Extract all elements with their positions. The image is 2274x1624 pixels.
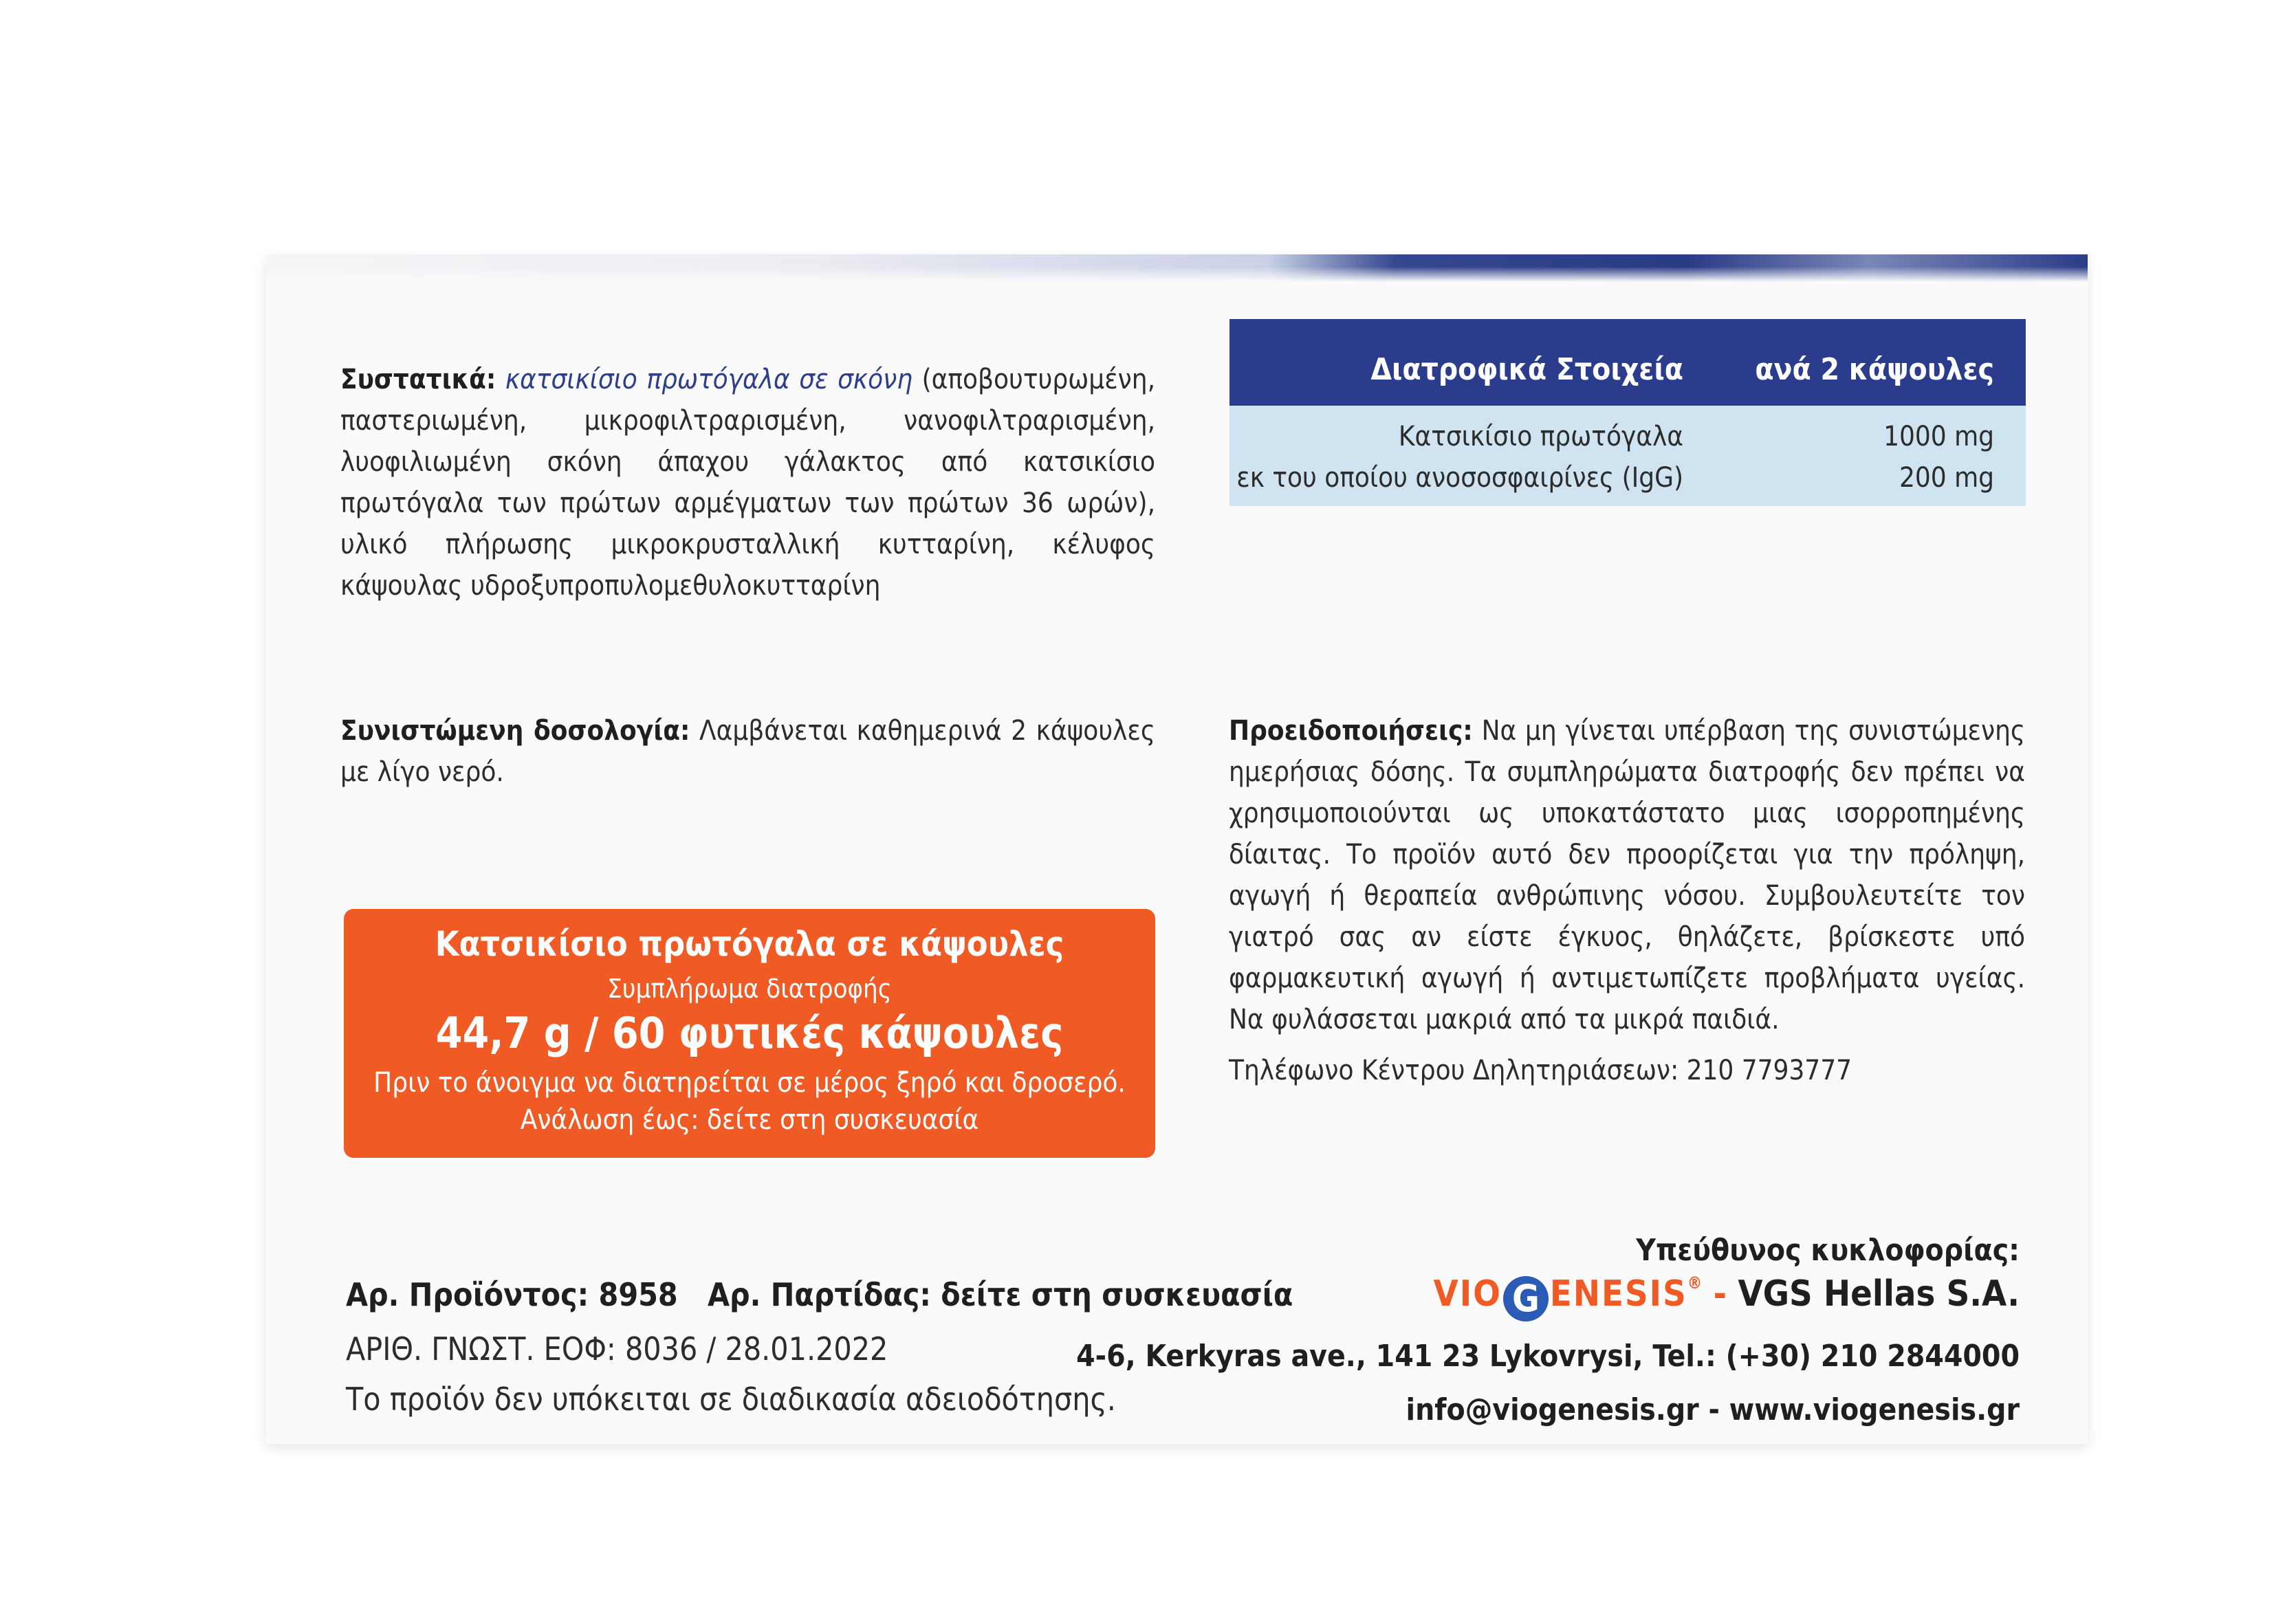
dosage-label: Συνιστώμενη δοσολογία: <box>340 715 690 747</box>
brand-logo-row <box>1434 1273 2020 1321</box>
product-number: Αρ. Προϊόντος: 8958 <box>346 1276 678 1313</box>
eof-number: ΑΡΙΘ. ΓΝΩΣΤ. ΕΟΦ: 8036 / 28.01.2022 <box>346 1330 888 1368</box>
ingredients-text <box>340 359 1155 606</box>
company-web: info@viogenesis.gr - www.viogenesis.gr <box>1406 1392 2020 1427</box>
warnings-body: Να μη γίνεται υπέρβαση της συνιστώμενης ημερήσιας δόσης. Τα συμπληρώματα διατροφής δεν πρέπει να χρησιμοποιούνται ως υποκατάστατο μιας ισορροπημένης δίαιτας. Το προϊόν αυτό δεν προορίζεται για την πρόληψη, αγωγή ή θεραπεία ανθρώπινης νόσου. Συμβουλευτείτε τον γιατρό σας αν είστε έγκυος, θηλάζετε, βρίσκεστε υπό φαρμακευτική αγωγή ή αντιμετωπίζετε προβλήματα υγείας. Να φυλάσσεται μακριά από τα μικρά παιδιά. <box>1229 715 2025 1035</box>
nutrition-header <box>1229 319 2026 406</box>
nutrition-row-name: εκ του οποίου ανοσοσφαιρίνες (IgG) <box>1236 462 1683 494</box>
poison-center-phone: Τηλέφωνο Κέντρου Δηλητηριάσεων: 210 7793777 <box>1229 1055 1852 1086</box>
ingredients-body: (αποβουτυρωμένη, παστεριωμένη, μικροφιλτραρισμένη, νανοφιλτραρισμένη, λυοφιλιωμένη σκόνη άπαχου γάλακτος από κατσικίσιο πρωτόγαλα των πρώτων αρμέγματων των πρώτων 36 ωρών), υλικό πλήρωσης μικροκρυσταλλική κυτταρίνη, κέλυφος κάψουλας υδροξυπροπυλομεθυλοκυτταρίνη <box>340 364 1155 602</box>
ingredients-label: Συστατικά: <box>340 364 496 395</box>
nutrition-table <box>1229 319 2026 506</box>
batch-number: Αρ. Παρτίδας: δείτε στη συσκευασία <box>707 1276 1293 1313</box>
product-title: Κατσικίσιο πρωτόγαλα σε κάψουλες <box>435 924 1064 964</box>
logo-vio: VIO <box>1433 1273 1502 1315</box>
product-summary-box <box>344 909 1155 1158</box>
storage-note: Πριν το άνοιγμα να διατηρείται σε μέρος ξηρό και δροσερό. <box>373 1067 1126 1099</box>
product-quantity: 44,7 g / 60 φυτικές κάψουλες <box>435 1008 1064 1058</box>
product-number-line <box>346 1276 1293 1313</box>
logo-g-circle: G <box>1503 1276 1549 1321</box>
warnings-label: Προειδοποιήσεις: <box>1229 715 1473 747</box>
nutrition-body <box>1229 406 2026 506</box>
dosage-text <box>340 710 1155 793</box>
top-decorative-strip <box>266 254 2088 282</box>
nutrition-row-amount: 1000 mg <box>1883 421 1994 452</box>
responsible-label: Υπεύθυνος κυκλοφορίας: <box>1636 1233 2020 1268</box>
product-subtitle: Συμπλήρωμα διατροφής <box>607 974 892 1004</box>
nutrition-row-amount: 200 mg <box>1899 462 1994 494</box>
logo-separator: - <box>1713 1273 1727 1315</box>
nutrition-row-name: Κατσικίσιο πρωτόγαλα <box>1398 421 1683 452</box>
ingredients-highlight: κατσικίσιο πρωτόγαλα σε σκόνη <box>505 364 913 395</box>
logo-enesis: ENESIS <box>1549 1273 1687 1315</box>
license-note: Το προϊόν δεν υπόκειται σε διαδικασία αδειοδότησης. <box>346 1381 1116 1418</box>
expiry-note: Ανάλωση έως: δείτε στη συσκευασία <box>520 1104 979 1136</box>
registered-mark: ® <box>1687 1273 1703 1293</box>
dosage-body: Λαμβάνεται καθημερινά 2 κάψουλες με λίγο νερό. <box>340 715 1155 788</box>
company-name: VGS Hellas S.A. <box>1738 1273 2020 1315</box>
company-address: 4-6, Kerkyras ave., 141 23 Lykovrysi, Tel.: (+30) 210 2844000 <box>1076 1339 2020 1374</box>
warnings-text <box>1229 710 2025 1040</box>
nutrition-header-per: ανά 2 κάψουλες <box>1755 352 1994 387</box>
nutrition-header-label: Διατροφικά Στοιχεία <box>1370 352 1683 387</box>
